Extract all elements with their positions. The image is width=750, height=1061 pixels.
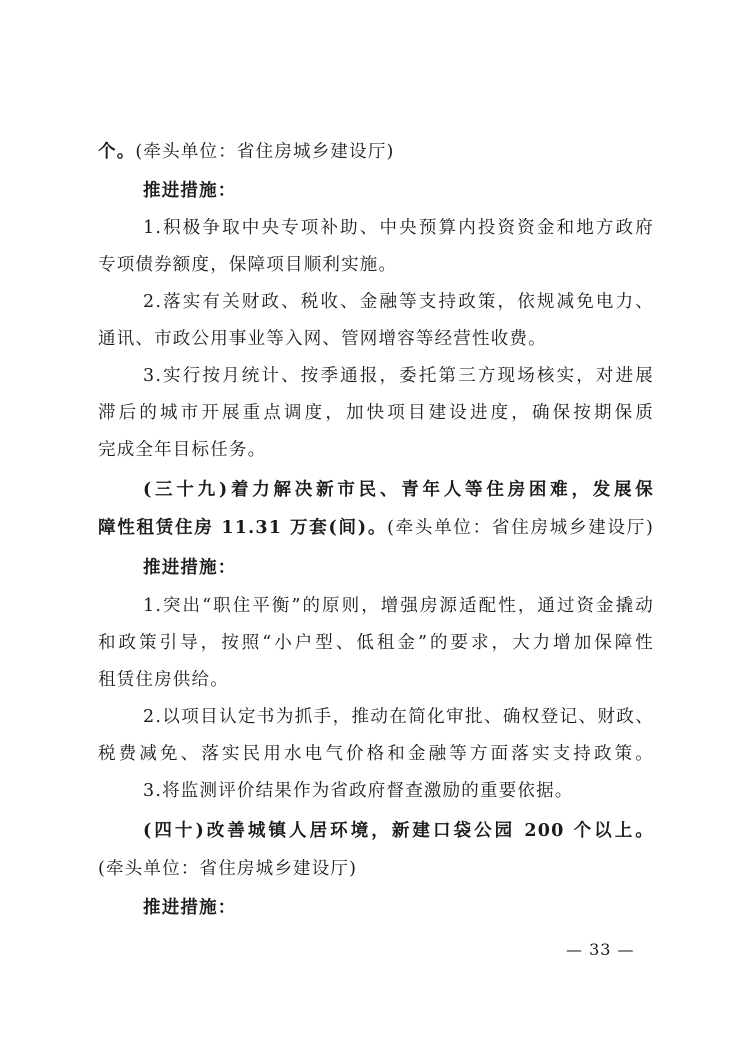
section-heading-40: (四十)改善城镇人居环境，新建口袋公园 200 个以上。 bbox=[143, 821, 654, 841]
bold-text: 个。 bbox=[98, 142, 136, 162]
paragraph-line: 3.实行按月统计、按季通报，委托第三方现场核实，对进展 bbox=[143, 366, 654, 386]
paragraph-line: 通讯、市政公用事业等入网、管网增容等经营性收费。 bbox=[98, 329, 547, 349]
lead-unit-text: (牵头单位：省住房城乡建设厅) bbox=[387, 518, 654, 538]
section-heading-39: (三十九)着力解决新市民、青年人等住房困难，发展保 bbox=[143, 480, 654, 500]
paragraph-line: 3.将监测评价结果作为省政府督查激励的重要依据。 bbox=[143, 781, 574, 801]
paragraph-line: 2.以项目认定书为抓手，推动在简化审批、确权登记、财政、 bbox=[143, 707, 654, 727]
paragraph-line: 1.积极争取中央专项补助、中央预算内投资资金和地方政府 bbox=[143, 218, 654, 238]
lead-unit-text: (牵头单位：省住房城乡建设厅) bbox=[135, 142, 395, 162]
section-heading-measures: 推进措施： bbox=[143, 558, 237, 578]
page-number: — 33 — bbox=[566, 940, 635, 959]
paragraph-line bbox=[98, 516, 654, 540]
section-heading-measures: 推进措施： bbox=[143, 898, 237, 918]
paragraph-line: 和政策引导，按照“小户型、低租金”的要求，大力增加保障性 bbox=[98, 633, 654, 653]
paragraph-line: 1.突出“职住平衡”的原则，增强房源适配性，通过资金撬动 bbox=[143, 596, 654, 616]
section-heading-measures: 推进措施： bbox=[143, 181, 237, 201]
paragraph-line: 2.落实有关财政、税收、金融等支持政策，依规减免电力、 bbox=[143, 292, 654, 312]
paragraph-line bbox=[98, 140, 654, 164]
paragraph-line: 税费减免、落实民用水电气价格和金融等方面落实支持政策。 bbox=[98, 744, 654, 764]
paragraph-line: 专项债券额度，保障项目顺利实施。 bbox=[98, 255, 398, 275]
lead-unit-line: (牵头单位：省住房城乡建设厅) bbox=[98, 859, 358, 879]
bold-text: 障性租赁住房 11.31 万套(间)。 bbox=[98, 518, 388, 538]
paragraph-line: 租赁住房供给。 bbox=[98, 670, 229, 690]
paragraph-line: 滞后的城市开展重点调度，加快项目建设进度，确保按期保质 bbox=[98, 403, 654, 423]
paragraph-line: 完成全年目标任务。 bbox=[98, 440, 267, 460]
